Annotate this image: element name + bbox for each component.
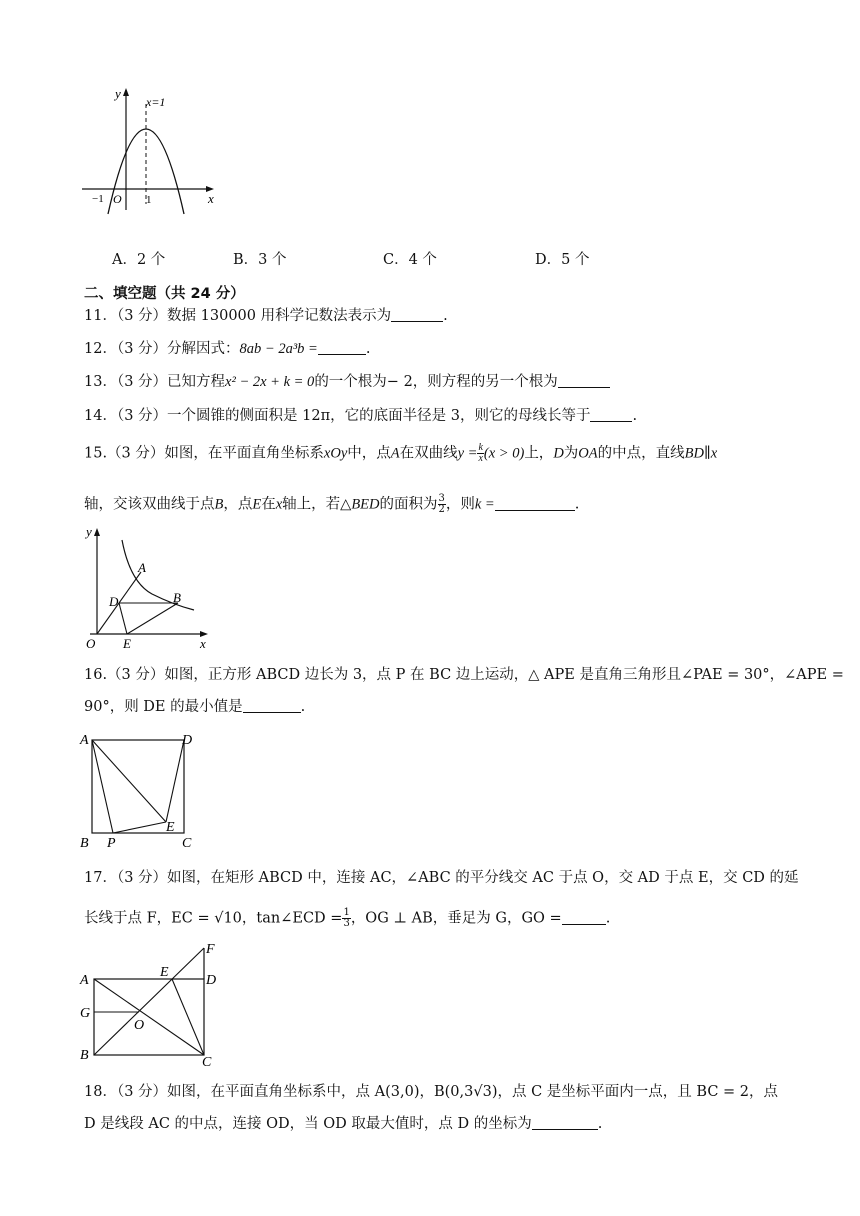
q15-y-eq: y =	[457, 445, 478, 462]
fig15-label-a: A	[138, 560, 146, 575]
section-title: 二、填空题（共 24 分）	[84, 286, 245, 302]
q17-fraction	[342, 908, 350, 929]
q15-k-eq: k =	[474, 496, 495, 513]
fig16-label-d: D	[182, 733, 193, 748]
q12-answer-blank[interactable]	[318, 340, 366, 355]
q13-math: x² − 2x + k = 0	[225, 374, 315, 390]
q16-text-line-2: 90°，则 DE 的最小值是	[84, 699, 243, 715]
fig17-label-d: D	[206, 973, 217, 988]
fig15-label-e: E	[123, 636, 131, 651]
question-15-line-1	[84, 443, 717, 464]
q15-text-j: 轴上，若△	[282, 496, 352, 513]
fig15-label-y: y	[86, 524, 92, 539]
label-y: y	[115, 86, 121, 101]
question-12	[84, 339, 370, 359]
fig17-label-a: A	[80, 973, 89, 988]
q15-text-c: 在双曲线	[399, 445, 458, 462]
label-1: 1	[146, 194, 152, 206]
fig17-label-b: B	[80, 1048, 89, 1063]
fig16-segment-de	[166, 740, 184, 822]
q15-point-a: A	[390, 445, 400, 462]
q15-text-e: 为	[563, 445, 579, 462]
q15-frac-num: k	[478, 442, 483, 453]
label-x: x	[208, 191, 214, 206]
figure-17	[78, 938, 228, 1068]
q17-text-line-2b: ，OG ⊥ AB，垂足为 G，GO =	[350, 910, 562, 927]
fig15-segment-de	[119, 603, 127, 634]
q15-text-g: 轴，交该双曲线于点	[84, 496, 215, 513]
q14-answer-blank[interactable]	[590, 407, 632, 422]
question-18-line-2	[84, 1114, 602, 1134]
question-11	[84, 306, 448, 326]
q18-text-line-2: D 是线段 AC 的中点，连接 OD，当 OD 取最大值时，点 D 的坐标为	[84, 1116, 532, 1132]
q11-answer-blank[interactable]	[391, 307, 443, 322]
fig17-label-g: G	[80, 1006, 91, 1021]
fig16-segment-ap	[92, 740, 113, 833]
q13-answer-blank[interactable]	[558, 373, 610, 388]
label-axis: x=1	[146, 95, 166, 109]
q16-end: .	[300, 699, 306, 715]
question-14	[84, 406, 637, 426]
q17-text-line-1: 17．（3 分）如图，在矩形 ABCD 中，连接 AC，∠ABC 的平分线交 AC 于点 O，交 AD 于点 E，交 CD 的延	[84, 870, 799, 886]
fig17-label-f: F	[206, 942, 215, 957]
fig17-label-e: E	[160, 965, 169, 980]
q15-end: .	[574, 496, 580, 513]
q18-end: .	[597, 1116, 603, 1132]
option-a: A．2 个	[112, 252, 166, 268]
q15-cond: (x > 0)	[483, 445, 525, 462]
label-o: O	[113, 192, 122, 206]
question-15-line-2	[84, 494, 579, 515]
q15-xoy: xOy	[323, 445, 348, 462]
option-b: B．3 个	[233, 252, 287, 268]
parabola-figure	[78, 86, 228, 216]
q13-mid: 的一个根为− 2，则方程的另一个根为	[314, 374, 558, 390]
q15-point-d: D	[553, 445, 564, 462]
fig15-label-b: B	[173, 590, 181, 605]
option-c: C．4 个	[383, 252, 437, 268]
question-13	[84, 372, 610, 392]
q15-x-end: x	[710, 445, 718, 462]
q17-frac-den: 3	[343, 918, 350, 929]
q15-text-b: 中，点	[347, 445, 391, 462]
q12-math: 8ab − 2a³b =	[239, 341, 318, 357]
question-18-line-1	[84, 1082, 778, 1102]
q15-bd: BD	[684, 445, 704, 462]
fig17-label-o: O	[134, 1018, 145, 1033]
q17-text-line-2a: 长线于点 F，EC = √10，tan∠ECD =	[84, 910, 343, 927]
q15-bed: BED	[351, 496, 380, 513]
fig16-label-e: E	[166, 820, 175, 835]
option-d: D．5 个	[535, 252, 590, 268]
q17-frac-num: 1	[343, 907, 350, 918]
q16-answer-blank[interactable]	[243, 698, 301, 713]
q12-end: .	[365, 341, 371, 357]
q13-text: 13．（3 分）已知方程	[84, 374, 226, 390]
q15-frac2-den: 2	[438, 504, 445, 515]
question-17-line-1	[84, 868, 799, 888]
q15-text-a: 15.（3 分）如图，在平面直角坐标系	[84, 445, 324, 462]
q15-text-i: 在	[261, 496, 276, 513]
q17-answer-blank[interactable]	[562, 910, 606, 925]
fig16-label-p: P	[107, 836, 116, 850]
fig16-segment-pe	[113, 822, 166, 833]
fig16-label-a: A	[80, 733, 89, 748]
q12-text: 12．（3 分）分解因式：	[84, 341, 240, 357]
q14-end: .	[632, 408, 638, 424]
q15-x-axis-name: x	[275, 496, 283, 513]
fig16-label-b: B	[80, 836, 89, 850]
fig15-segment-eb	[127, 603, 178, 634]
fig16-segment-ae	[92, 740, 166, 822]
q15-text-l: ，则	[445, 496, 475, 513]
q15-text-h: ，点	[223, 496, 253, 513]
q18-text-line-1: 18．（3 分）如图，在平面直角坐标系中，点 A(3,0)，B(0,3√3)，点 C 是坐标平面内一点，且 BC = 2，点	[84, 1084, 779, 1100]
question-16-line-2	[84, 697, 305, 717]
q17-end: .	[605, 910, 611, 927]
q15-oa: OA	[578, 445, 598, 462]
q15-text-d: 上，	[524, 445, 554, 462]
fig17-label-c: C	[202, 1055, 212, 1068]
q15-frac-den: x	[478, 453, 483, 464]
q15-parallel: ∥	[703, 445, 711, 462]
fig15-label-x: x	[200, 636, 206, 651]
q15-point-e: E	[252, 496, 262, 513]
q16-text-line-1: 16.（3 分）如图，正方形 ABCD 边长为 3，点 P 在 BC 边上运动，△ APE 是直角三角形且∠PAE = 30°，∠APE =	[84, 667, 844, 683]
fig15-label-d: D	[109, 594, 119, 609]
q15-point-b: B	[214, 496, 224, 513]
q15-text-k: 的面积为	[379, 496, 438, 513]
q15-answer-blank[interactable]	[495, 496, 575, 511]
label-neg1: −1	[92, 193, 104, 205]
question-17-line-2	[84, 908, 610, 929]
question-16-line-1	[84, 665, 844, 685]
q11-end: .	[443, 308, 448, 324]
q11-text: 11．（3 分）数据 130000 用科学记数法表示为	[84, 308, 392, 324]
figure-15	[82, 522, 222, 652]
fig15-label-o: O	[86, 636, 96, 651]
fig15-hyperbola	[122, 540, 194, 610]
fig16-label-c: C	[182, 836, 192, 850]
q15-frac2-num: 3	[438, 493, 445, 504]
figure-16	[78, 728, 208, 850]
q15-area-fraction	[438, 494, 446, 515]
fig15-y-arrow	[94, 528, 100, 536]
q15-text-f: 的中点，直线	[597, 445, 685, 462]
fig17-segment-bf	[94, 948, 204, 1055]
q14-text: 14．（3 分）一个圆锥的侧面积是 12π，它的底面半径是 3，则它的母线长等于	[84, 408, 591, 424]
y-axis-arrow	[123, 88, 129, 96]
q18-answer-blank[interactable]	[532, 1115, 598, 1130]
